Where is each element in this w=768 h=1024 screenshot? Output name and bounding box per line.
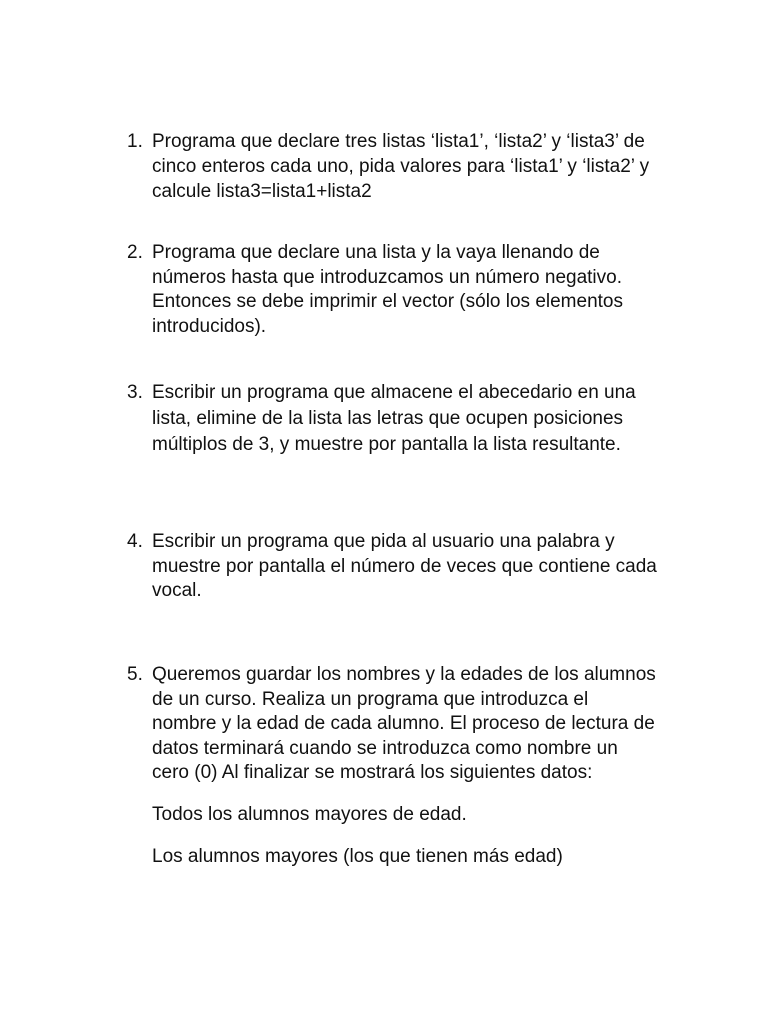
item-text: Escribir un programa que almacene el abecedario en una lista, elimine de la lista las letras que ocupen posiciones múltiplos de 3, y muestre por pantalla la lista resultante.	[152, 382, 636, 455]
exercise-item-1	[127, 129, 657, 204]
item-subtext-2: Los alumnos mayores (los que tienen más edad)	[152, 846, 563, 867]
item-number: 1.	[127, 131, 143, 152]
item-text: Programa que declare tres listas ‘lista1’, ‘lista2’ y ‘lista3’ de cinco enteros cada uno, pida valores para ‘lista1’ y ‘lista2’ y calcule lista3=lista1+lista2	[152, 131, 650, 202]
exercise-item-5	[127, 663, 657, 870]
item-text: Programa que declare una lista y la vaya llenando de números hasta que introduzcamos un número negativo. Entonces se debe imprimir el vector (sólo los elementos introducidos).	[152, 242, 623, 337]
item-number: 5.	[127, 664, 143, 685]
item-text: Queremos guardar los nombres y la edades de los alumnos de un curso. Realiza un programa que introduzca el nombre y la edad de cada alumno. El proceso de lectura de datos terminará cuando se introduzca como nombre un cero (0) Al finalizar se mostrará los siguientes datos:	[152, 664, 656, 783]
item-subtext-1: Todos los alumnos mayores de edad.	[152, 803, 467, 825]
exercise-item-3	[127, 380, 657, 458]
exercise-item-2	[127, 241, 657, 339]
item-number: 2.	[127, 242, 143, 263]
item-text: Escribir un programa que pida al usuario una palabra y muestre por pantalla el número de veces que contiene cada vocal.	[152, 531, 657, 601]
item-number: 4.	[127, 531, 143, 552]
item-number: 3.	[127, 382, 143, 403]
exercise-item-4	[127, 530, 657, 604]
